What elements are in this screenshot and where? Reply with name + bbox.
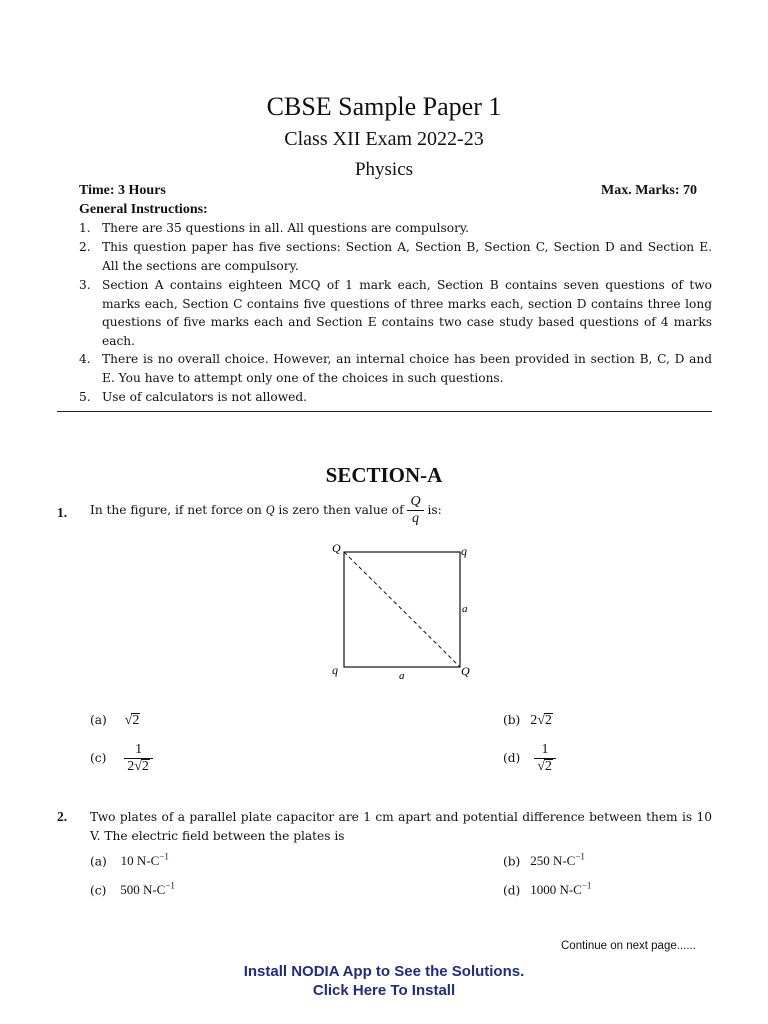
option-a: (a) √2 xyxy=(90,713,140,728)
question-number: 1. xyxy=(57,505,68,520)
header-divider xyxy=(57,411,712,412)
square-charges-figure xyxy=(325,538,475,686)
max-marks: Max. Marks: 70 xyxy=(601,183,698,198)
continue-note: Continue on next page...... xyxy=(561,940,696,952)
charge-bottom-left: q xyxy=(332,663,338,677)
click-to-install-link[interactable]: Click Here To Install xyxy=(312,982,456,999)
side-length-label: a xyxy=(462,603,468,615)
instructions-heading: General Instructions: xyxy=(79,202,208,217)
option-d: (d) $\frac{1}{√2}$ xyxy=(503,742,556,775)
instruction-item: 5. Use of calculators is not allowed. xyxy=(79,390,308,404)
question-2-text: Two plates of a parallel plate capacitor are 1 cm apart and potential difference between them is 10 V. The electric field between the plates is xyxy=(90,810,712,843)
option-d: (d) 1000 $N-C^{-1}$ xyxy=(503,881,592,898)
charge-bottom-right: Q xyxy=(461,664,470,678)
charge-top-left: Q xyxy=(332,541,341,555)
section-heading: SECTION-A xyxy=(325,463,443,487)
option-c: (c) 500 $N-C^{-1}$ xyxy=(90,881,175,898)
fraction-Q-over-q: $\frac{Q}{q}$ xyxy=(407,494,423,527)
install-app-link[interactable]: Install NODIA App to See the Solutions. xyxy=(243,963,525,980)
option-b: (b) 250 $N-C^{-1}$ xyxy=(503,852,585,869)
fraction-1-over-root2: $\frac{1}{√2}$ xyxy=(534,742,556,775)
option-c: (c) $\frac{1}{2√2}$ xyxy=(90,742,153,775)
subject-heading: Physics xyxy=(354,159,414,180)
exam-time: Time: 3 Hours xyxy=(79,183,166,198)
instruction-item: 1. There are 35 questions in all. All questions are compulsory. xyxy=(79,221,470,235)
instruction-item: 3. Section A contains eighteen MCQ of 1 mark each, Section B contains seven questions of two marks each, Section C contains five questions of three marks each, section D contains three long questions of five marks each and Section E contains two case study based questions of 4 marks each. xyxy=(79,278,712,348)
bottom-length-label: a xyxy=(399,670,405,682)
question-number: 2. xyxy=(57,809,68,824)
instruction-item: 4. There is no overall choice. However, an internal choice has been provided in section B, C, D and E. You have to attempt only one of the choices in such questions. xyxy=(79,352,712,385)
diagonal-dashed-line xyxy=(344,552,460,667)
option-b: (b) 2√2 xyxy=(503,713,552,728)
paper-title: CBSE Sample Paper 1 xyxy=(266,92,502,121)
class-exam-subtitle: Class XII Exam 2022-23 xyxy=(284,128,484,150)
fraction-1-over-2root2: $\frac{1}{2√2}$ xyxy=(124,742,153,775)
question-1-text: In the figure, if net force on Q is zero then value of $\frac{Q}{q}$ is: xyxy=(90,494,442,526)
option-a: (a) 10 $N-C^{-1}$ xyxy=(90,852,169,869)
charge-top-right: q xyxy=(461,544,467,558)
instruction-item: 2. This question paper has five sections: Section A, Section B, Section C, Section D and Section E. All the sections are compulsory. xyxy=(79,240,712,273)
